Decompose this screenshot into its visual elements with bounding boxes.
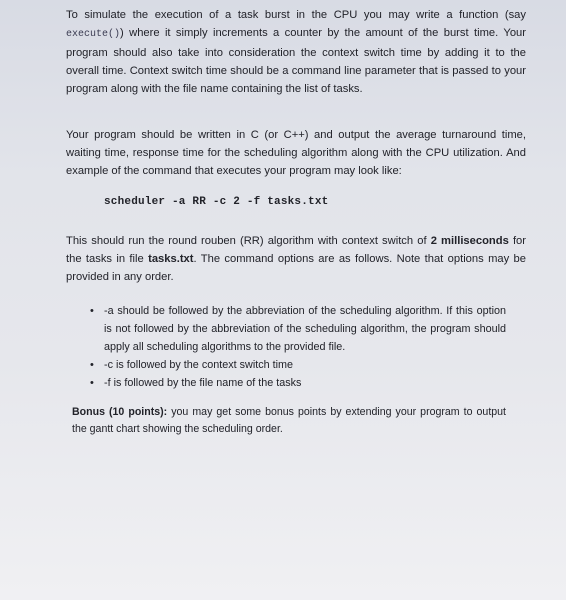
bullet-icon: •: [90, 377, 94, 389]
explanation-part-3: . The command options are as follows. Note that options may be provided in any order.: [66, 253, 526, 283]
bullet-icon: •: [90, 359, 94, 371]
list-item: [66, 374, 506, 392]
explanation-part-2: for the tasks in file: [66, 235, 527, 265]
paragraph-intro: [66, 6, 526, 98]
option-c-text: -c is followed by the context switch time: [104, 359, 294, 371]
command-example: scheduler -a RR -c 2 -f tasks.txt: [104, 196, 329, 208]
explanation-part-1: This should run the round rouben (RR) algorithm with context switch of: [66, 235, 427, 247]
options-list: [66, 302, 506, 392]
inline-code-execute: execute(): [66, 29, 121, 40]
explanation-bold-ms: 2 milliseconds: [430, 235, 509, 247]
explanation-bold-file: tasks.txt: [148, 253, 194, 265]
list-item: [66, 302, 506, 356]
bonus-label: Bonus (10 points):: [72, 406, 168, 418]
intro-text-after: ) where it simply increments a counter by the amount of the burst time. Your program should also take into consideration the context switch time by adding it to the overall time. Context switch time should be a command line parameter that is passed to your program along with the file name containing the list of tasks.: [66, 27, 526, 95]
paragraph-command-explanation: [66, 232, 526, 286]
bonus-text: you may get some bonus points by extending your program to output the gantt chart showing the scheduling order.: [72, 406, 506, 435]
option-f-text: -f is followed by the file name of the tasks: [104, 377, 302, 389]
bullet-icon: •: [90, 305, 94, 317]
list-item: [66, 356, 506, 374]
option-a-text: -a should be followed by the abbreviation of the scheduling algorithm. If this option is not followed by the abbreviation of the scheduling algorithm, the program should apply all scheduling algorithms to the provided file.: [104, 305, 506, 353]
bonus-paragraph: [72, 404, 506, 438]
paragraph-requirements: Your program should be written in C (or C++) and output the average turnaround time, waiting time, response time for the scheduling algorithm along with the CPU utilization. And example of the command that executes your program may look like:: [66, 129, 526, 177]
intro-text-before: To simulate the execution of a task burst in the CPU you may write a function (say: [66, 9, 526, 21]
